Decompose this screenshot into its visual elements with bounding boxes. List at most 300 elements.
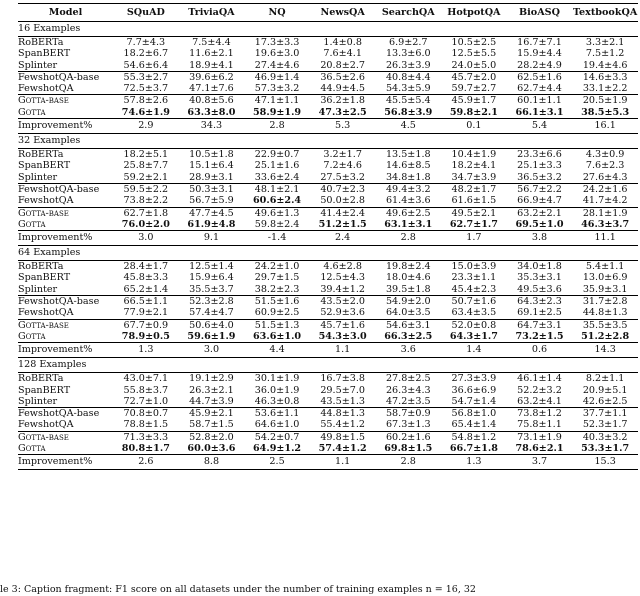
- score-cell: 39.6±6.2: [179, 71, 245, 83]
- score-cell: 54.3±5.9: [385, 83, 431, 95]
- score-cell: 17.3±3.3: [254, 37, 300, 48]
- score-cell: 37.7±1.1: [572, 408, 638, 420]
- score-cell: 13.3±6.0: [385, 48, 431, 60]
- score-cell: 4.3±0.9: [585, 149, 625, 161]
- improvement-row: [18, 343, 638, 358]
- table-row: [18, 107, 638, 119]
- model-name-cell: SpanBERT: [18, 384, 71, 396]
- improvement-cell: 3.0: [179, 343, 245, 358]
- improvement-cell: 2.8: [244, 119, 310, 134]
- table-row: [18, 272, 638, 283]
- score-cell: 60.6±2.4: [253, 195, 302, 207]
- score-cell: 25.1±3.3: [517, 160, 562, 172]
- score-cell: 62.7±1.8: [113, 207, 179, 219]
- model-name-cell: SpanBERT: [18, 160, 71, 172]
- table-row: [18, 172, 638, 184]
- model-name-cell: Splinter: [18, 59, 58, 71]
- table-row: [18, 95, 638, 107]
- score-cell: 23.3±6.6: [517, 149, 562, 161]
- score-cell: 26.3±3.9: [385, 59, 431, 71]
- score-cell: 40.8±5.6: [179, 95, 245, 107]
- score-cell: 24.2±1.0: [254, 261, 300, 273]
- improvement-cell: 34.3: [179, 119, 245, 134]
- score-cell: 57.4±4.7: [189, 307, 234, 319]
- score-cell: 15.9±4.4: [517, 48, 562, 60]
- section-header-row: [18, 134, 638, 149]
- score-cell: 53.3±1.7: [581, 443, 630, 455]
- improvement-cell: 2.8: [375, 455, 441, 470]
- score-cell: 4.6±2.8: [323, 261, 362, 273]
- score-cell: 25.8±7.7: [123, 160, 169, 172]
- improvement-cell: 5.3: [310, 119, 376, 134]
- model-name-cell: RoBERTa: [18, 373, 64, 385]
- score-cell: 73.8±2.2: [123, 195, 169, 207]
- score-cell: 51.5±1.6: [244, 296, 310, 308]
- improvement-row: [18, 455, 638, 470]
- score-cell: 41.4±2.4: [310, 207, 376, 219]
- table-row: [18, 307, 638, 319]
- score-cell: 12.5±5.5: [451, 48, 497, 60]
- score-cell: 58.7±1.5: [189, 419, 234, 431]
- improvement-cell: 2.6: [113, 455, 179, 470]
- score-cell: 27.6±4.3: [582, 171, 628, 183]
- score-cell: 69.5±1.0: [515, 218, 564, 230]
- score-cell: 7.6±4.1: [323, 48, 362, 60]
- improvement-cell: 2.9: [113, 119, 179, 134]
- score-cell: 56.8±1.0: [441, 408, 507, 420]
- improvement-cell: 8.8: [179, 455, 245, 470]
- improvement-cell: 5.4: [507, 119, 573, 134]
- score-cell: 31.7±2.8: [572, 296, 638, 308]
- table-row: [18, 160, 638, 171]
- score-cell: 73.8±1.2: [507, 408, 573, 420]
- score-cell: 66.5±1.1: [113, 296, 179, 308]
- score-cell: 54.9±2.0: [375, 296, 441, 308]
- table-row: [18, 183, 638, 195]
- score-cell: 58.7±0.9: [375, 408, 441, 420]
- score-cell: 45.4±2.3: [451, 283, 497, 295]
- score-cell: 19.8±2.4: [385, 261, 431, 273]
- improvement-cell: 4.5: [375, 119, 441, 134]
- score-cell: 10.5±2.5: [451, 37, 497, 48]
- score-cell: 22.9±0.7: [254, 149, 300, 161]
- improvement-cell: 9.1: [179, 231, 245, 246]
- score-cell: 67.7±0.9: [113, 319, 179, 331]
- score-cell: 26.3±4.3: [385, 384, 431, 396]
- score-cell: 44.7±3.9: [189, 395, 234, 407]
- score-cell: 45.7±2.0: [441, 71, 507, 83]
- improvement-cell: 0.1: [441, 119, 507, 134]
- score-cell: 34.8±1.8: [385, 171, 431, 183]
- score-cell: 18.2±5.1: [123, 149, 169, 161]
- improvement-cell: 1.3: [113, 343, 179, 358]
- score-cell: 35.3±3.1: [517, 272, 562, 284]
- model-name-cell: SpanBERT: [18, 272, 71, 284]
- score-cell: 8.2±1.1: [585, 373, 625, 385]
- score-cell: 63.2±4.1: [517, 395, 562, 407]
- table-row: [18, 431, 638, 443]
- score-cell: 49.8±1.5: [310, 431, 376, 443]
- score-cell: 19.1±2.9: [189, 373, 234, 385]
- score-cell: 76.0±2.0: [121, 218, 170, 230]
- score-cell: 28.1±1.9: [572, 207, 638, 219]
- score-cell: 25.1±1.6: [254, 160, 300, 172]
- score-cell: 60.9±2.5: [254, 307, 300, 319]
- score-cell: 60.1±1.1: [507, 95, 573, 107]
- score-cell: 18.2±6.7: [123, 48, 169, 60]
- score-cell: 54.7±1.4: [451, 395, 497, 407]
- score-cell: 24.0±5.0: [451, 59, 497, 71]
- score-cell: 52.8±2.0: [179, 431, 245, 443]
- column-header-squad: SQuAD: [113, 4, 179, 22]
- header-row: [18, 4, 638, 22]
- score-cell: 18.2±4.1: [451, 160, 497, 172]
- score-cell: 66.1±3.1: [515, 106, 564, 118]
- score-cell: 15.9±6.4: [189, 272, 234, 284]
- score-cell: 52.3±1.7: [582, 419, 628, 431]
- score-cell: 47.1±1.1: [244, 95, 310, 107]
- score-cell: 51.5±1.3: [244, 319, 310, 331]
- score-cell: 65.4±1.4: [451, 419, 497, 431]
- table-row: [18, 408, 638, 420]
- score-cell: 42.6±2.5: [582, 395, 628, 407]
- score-cell: 69.8±1.5: [384, 443, 433, 455]
- score-cell: 49.6±1.3: [244, 207, 310, 219]
- table-row: [18, 296, 638, 308]
- model-name-cell: FewshotQA: [18, 307, 74, 319]
- column-header-model: Model: [18, 4, 113, 22]
- score-cell: 35.5±3.5: [572, 319, 638, 331]
- score-cell: 71.3±3.3: [113, 431, 179, 443]
- score-cell: 72.5±3.7: [123, 83, 169, 95]
- section-title: 64 Examples: [18, 246, 638, 261]
- score-cell: 27.5±3.2: [320, 171, 365, 183]
- table-row: [18, 60, 638, 72]
- score-cell: 36.0±1.9: [254, 384, 300, 396]
- score-cell: 5.4±1.1: [585, 261, 625, 273]
- score-cell: 64.7±3.1: [507, 319, 573, 331]
- score-cell: 61.6±1.5: [451, 195, 497, 207]
- improvement-cell: 3.7: [507, 455, 573, 470]
- score-cell: 30.1±1.9: [254, 373, 300, 385]
- score-cell: 50.0±2.8: [320, 195, 365, 207]
- score-cell: 7.5±4.4: [192, 37, 231, 48]
- score-cell: 54.3±3.0: [318, 330, 367, 342]
- score-cell: 56.8±3.9: [384, 106, 433, 118]
- table-row: [18, 284, 638, 296]
- score-cell: 23.3±1.1: [451, 272, 497, 284]
- column-header-searchqa: SearchQA: [375, 4, 441, 22]
- score-cell: 63.4±3.5: [451, 307, 497, 319]
- improvement-cell: 3.0: [113, 231, 179, 246]
- table-row: [18, 149, 638, 161]
- table-row: [18, 331, 638, 343]
- score-cell: 46.3±3.7: [581, 218, 630, 230]
- score-cell: 56.7±5.9: [189, 195, 234, 207]
- score-cell: 52.9±3.6: [320, 307, 365, 319]
- score-cell: 33.1±2.2: [582, 83, 628, 95]
- score-cell: 38.5±5.3: [581, 106, 630, 118]
- score-cell: 56.7±2.2: [507, 183, 573, 195]
- score-cell: 41.7±4.2: [582, 195, 628, 207]
- score-cell: 39.4±1.2: [320, 283, 365, 295]
- score-cell: 52.2±3.2: [517, 384, 562, 396]
- score-cell: 62.7±1.7: [449, 218, 498, 230]
- table-row: [18, 319, 638, 331]
- model-name-cell: FewshotQA-base: [18, 71, 113, 83]
- score-cell: 27.3±3.9: [451, 373, 497, 385]
- model-name-cell: Gotta-base: [18, 431, 113, 443]
- table-row: [18, 419, 638, 431]
- improvement-cell: 0.6: [507, 343, 573, 358]
- model-name-cell: Splinter: [18, 283, 58, 295]
- score-cell: 52.0±0.8: [441, 319, 507, 331]
- score-cell: 26.3±2.1: [189, 384, 234, 396]
- score-cell: 57.3±3.2: [254, 83, 300, 95]
- score-cell: 57.4±1.2: [318, 443, 367, 455]
- score-cell: 47.2±3.5: [385, 395, 431, 407]
- table-row: [18, 373, 638, 385]
- score-cell: 43.5±1.3: [320, 395, 365, 407]
- score-cell: 73.1±1.9: [507, 431, 573, 443]
- score-cell: 47.7±4.5: [179, 207, 245, 219]
- section-header-row: [18, 246, 638, 261]
- model-name-cell: Gotta: [18, 330, 46, 342]
- model-name-cell: Gotta-base: [18, 319, 113, 331]
- caption-fragment: le 3: Caption fragment: F1 score on all datasets under the number of training examples n = 16, 32: [0, 584, 476, 595]
- model-name-cell: RoBERTa: [18, 37, 64, 48]
- score-cell: 40.7±2.3: [310, 183, 376, 195]
- score-cell: 39.5±1.8: [385, 283, 431, 295]
- model-name-cell: FewshotQA-base: [18, 408, 113, 420]
- section-header-row: [18, 22, 638, 37]
- score-cell: 69.1±2.5: [517, 307, 562, 319]
- score-cell: 53.6±1.1: [244, 408, 310, 420]
- improvement-cell: 1.1: [310, 343, 376, 358]
- score-cell: 38.2±2.3: [254, 283, 300, 295]
- improvement-cell: -1.4: [244, 231, 310, 246]
- score-cell: 44.8±1.3: [582, 307, 628, 319]
- section-title: 16 Examples: [18, 22, 638, 37]
- improvement-row: [18, 119, 638, 134]
- score-cell: 66.9±4.7: [517, 195, 562, 207]
- score-cell: 45.8±3.3: [123, 272, 169, 284]
- score-cell: 15.0±3.9: [451, 261, 497, 273]
- score-cell: 24.2±1.6: [572, 183, 638, 195]
- score-cell: 50.6±4.0: [179, 319, 245, 331]
- score-cell: 3.3±2.1: [585, 37, 625, 48]
- score-cell: 45.9±1.7: [441, 95, 507, 107]
- column-header-textbookqa: TextbookQA: [572, 4, 638, 22]
- score-cell: 75.8±1.1: [517, 419, 562, 431]
- score-cell: 45.5±5.4: [375, 95, 441, 107]
- score-cell: 28.2±4.9: [517, 59, 562, 71]
- results-table: [18, 3, 638, 470]
- score-cell: 34.0±1.8: [517, 261, 562, 273]
- score-cell: 36.5±2.6: [310, 71, 376, 83]
- score-cell: 49.4±3.2: [375, 183, 441, 195]
- score-cell: 7.6±2.3: [585, 160, 625, 172]
- section-title: 32 Examples: [18, 134, 638, 149]
- score-cell: 20.5±1.9: [572, 95, 638, 107]
- table-row: [18, 71, 638, 83]
- score-cell: 33.6±2.4: [254, 171, 300, 183]
- score-cell: 72.7±1.0: [123, 395, 169, 407]
- score-cell: 64.6±1.0: [254, 419, 300, 431]
- score-cell: 45.9±2.1: [179, 408, 245, 420]
- table-row: [18, 219, 638, 231]
- score-cell: 6.9±2.7: [388, 37, 428, 48]
- score-cell: 10.5±1.8: [189, 149, 234, 161]
- score-cell: 66.7±1.8: [449, 443, 498, 455]
- model-name-cell: SpanBERT: [18, 48, 71, 60]
- score-cell: 1.4±0.8: [323, 37, 362, 48]
- score-cell: 57.8±2.6: [113, 95, 179, 107]
- column-header-triviaqa: TriviaQA: [179, 4, 245, 22]
- score-cell: 60.0±3.6: [187, 443, 236, 455]
- score-cell: 13.0±6.9: [582, 272, 628, 284]
- score-cell: 50.3±3.1: [179, 183, 245, 195]
- score-cell: 12.5±4.3: [320, 272, 365, 284]
- model-name-cell: FewshotQA-base: [18, 183, 113, 195]
- score-cell: 7.5±1.2: [585, 48, 625, 60]
- improvement-cell: 1.7: [441, 231, 507, 246]
- score-cell: 49.5±3.6: [517, 283, 562, 295]
- table-row: [18, 443, 638, 455]
- score-cell: 78.8±1.5: [123, 419, 169, 431]
- column-header-newsqa: NewsQA: [310, 4, 376, 22]
- score-cell: 29.5±7.0: [320, 384, 365, 396]
- score-cell: 12.5±1.4: [189, 261, 234, 273]
- score-cell: 36.6±6.9: [451, 384, 497, 396]
- score-cell: 51.2±2.8: [581, 330, 630, 342]
- improvement-cell: 3.6: [375, 343, 441, 358]
- score-cell: 48.2±1.7: [441, 183, 507, 195]
- table-body: [18, 22, 638, 470]
- improvement-cell: 11.1: [572, 231, 638, 246]
- score-cell: 15.1±6.4: [189, 160, 234, 172]
- table-row: [18, 195, 638, 207]
- score-cell: 59.8±2.4: [254, 218, 300, 230]
- model-name-cell: Gotta: [18, 218, 46, 230]
- table-row: [18, 385, 638, 396]
- score-cell: 54.2±0.7: [244, 431, 310, 443]
- table-row: [18, 83, 638, 95]
- score-cell: 55.8±3.7: [123, 384, 169, 396]
- score-cell: 19.6±3.0: [254, 48, 300, 60]
- score-cell: 28.9±3.1: [189, 171, 234, 183]
- score-cell: 62.7±4.4: [517, 83, 562, 95]
- score-cell: 36.5±3.2: [517, 171, 562, 183]
- score-cell: 28.4±1.7: [123, 261, 169, 273]
- score-cell: 65.2±1.4: [123, 283, 169, 295]
- model-name-cell: FewshotQA-base: [18, 296, 113, 308]
- score-cell: 59.2±2.1: [123, 171, 169, 183]
- improvement-cell: 14.3: [572, 343, 638, 358]
- score-cell: 19.4±4.6: [582, 59, 628, 71]
- score-cell: 63.1±3.1: [384, 218, 433, 230]
- score-cell: 63.6±1.0: [253, 330, 302, 342]
- model-name-cell: RoBERTa: [18, 149, 64, 161]
- score-cell: 20.8±2.7: [320, 59, 365, 71]
- column-header-bioasq: BioASQ: [507, 4, 573, 22]
- score-cell: 18.9±4.1: [189, 59, 234, 71]
- score-cell: 14.6±8.5: [385, 160, 431, 172]
- score-cell: 60.2±1.6: [375, 431, 441, 443]
- score-cell: 63.3±8.0: [187, 106, 236, 118]
- model-name-cell: Gotta: [18, 443, 46, 455]
- score-cell: 50.7±1.6: [441, 296, 507, 308]
- model-name-cell: FewshotQA: [18, 419, 74, 431]
- score-cell: 18.0±4.6: [385, 272, 431, 284]
- score-cell: 46.3±0.8: [254, 395, 300, 407]
- score-cell: 49.5±2.1: [441, 207, 507, 219]
- improvement-label: Improvement%: [18, 455, 113, 470]
- score-cell: 10.4±1.9: [451, 149, 497, 161]
- score-cell: 16.7±3.8: [320, 373, 365, 385]
- improvement-cell: 2.8: [375, 231, 441, 246]
- improvement-cell: 1.3: [441, 455, 507, 470]
- score-cell: 45.7±1.6: [310, 319, 376, 331]
- improvement-cell: 2.5: [244, 455, 310, 470]
- score-cell: 14.6±3.3: [572, 71, 638, 83]
- table-row: [18, 207, 638, 219]
- score-cell: 47.3±2.5: [318, 106, 367, 118]
- score-cell: 74.6±1.9: [121, 106, 170, 118]
- model-name-cell: Gotta-base: [18, 95, 113, 107]
- improvement-label: Improvement%: [18, 343, 113, 358]
- column-header-nq: NQ: [244, 4, 310, 22]
- score-cell: 16.7±7.1: [517, 37, 562, 48]
- section-header-row: [18, 358, 638, 373]
- model-name-cell: FewshotQA: [18, 195, 74, 207]
- score-cell: 54.6±3.1: [375, 319, 441, 331]
- score-cell: 64.3±2.3: [507, 296, 573, 308]
- score-cell: 43.0±7.1: [123, 373, 169, 385]
- score-cell: 34.7±3.9: [451, 171, 497, 183]
- score-cell: 64.9±1.2: [253, 443, 302, 455]
- improvement-row: [18, 231, 638, 246]
- score-cell: 66.3±2.5: [384, 330, 433, 342]
- score-cell: 35.5±3.7: [189, 283, 234, 295]
- model-name-cell: Splinter: [18, 171, 58, 183]
- score-cell: 40.8±4.4: [375, 71, 441, 83]
- score-cell: 59.7±2.7: [451, 83, 497, 95]
- score-cell: 20.9±5.1: [582, 384, 628, 396]
- score-cell: 54.8±1.2: [441, 431, 507, 443]
- score-cell: 59.5±2.2: [113, 183, 179, 195]
- model-name-cell: FewshotQA: [18, 83, 74, 95]
- score-cell: 55.4±1.2: [320, 419, 365, 431]
- score-cell: 3.2±1.7: [323, 149, 362, 161]
- improvement-label: Improvement%: [18, 231, 113, 246]
- score-cell: 46.1±1.4: [517, 373, 562, 385]
- score-cell: 61.9±4.8: [187, 218, 236, 230]
- score-cell: 63.2±2.1: [507, 207, 573, 219]
- score-cell: 70.8±0.7: [113, 408, 179, 420]
- table-row: [18, 48, 638, 59]
- score-cell: 51.2±1.5: [318, 218, 367, 230]
- score-cell: 29.7±1.5: [254, 272, 300, 284]
- score-cell: 44.9±4.5: [320, 83, 365, 95]
- score-cell: 48.1±2.1: [244, 183, 310, 195]
- score-cell: 43.5±2.0: [310, 296, 376, 308]
- score-cell: 40.3±3.2: [572, 431, 638, 443]
- score-cell: 52.3±2.8: [179, 296, 245, 308]
- improvement-cell: 15.3: [572, 455, 638, 470]
- score-cell: 27.8±2.5: [385, 373, 431, 385]
- score-cell: 49.6±2.5: [375, 207, 441, 219]
